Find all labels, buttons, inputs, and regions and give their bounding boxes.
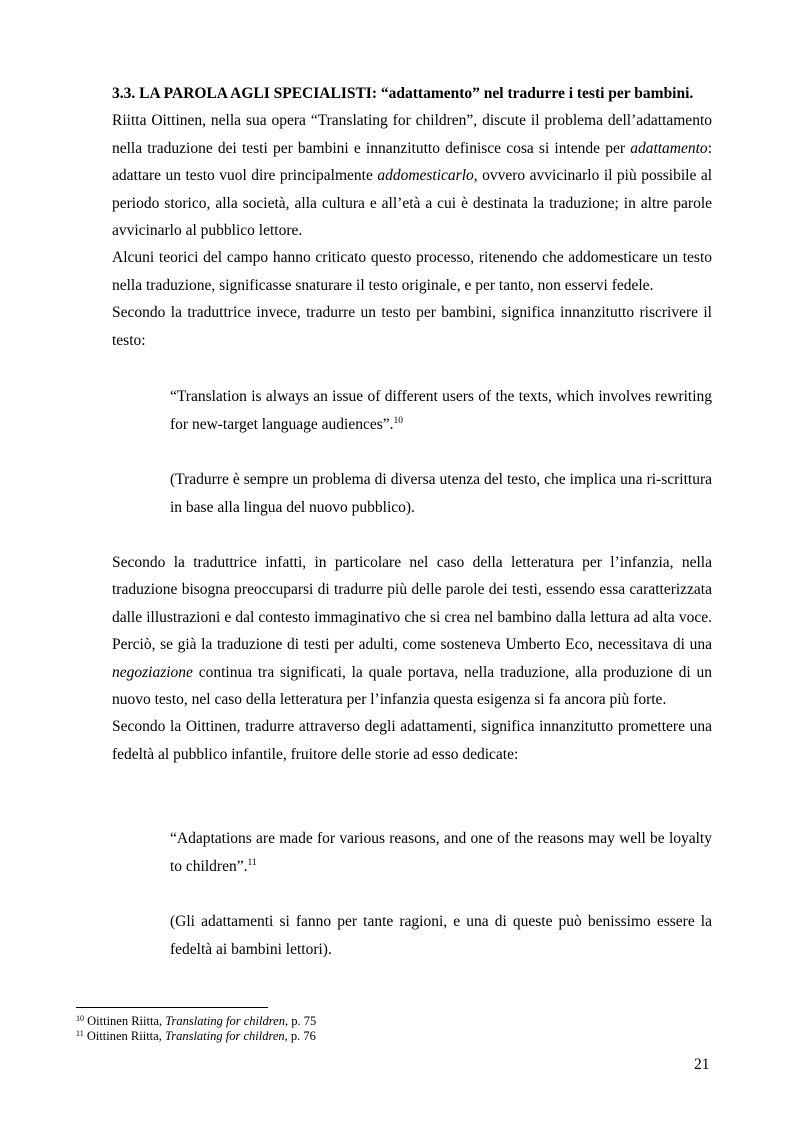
block-quote-1-translation: (Tradurre è sempre un problema di diversa utenza del testo, che implica una ri-scrittura in base alla lingua del nuovo pubblico). <box>170 471 712 516</box>
term-addomesticarlo: addomesticarlo <box>377 167 474 185</box>
footnote-ref-10[interactable]: 10 <box>393 416 403 426</box>
block-quote-2-translation: (Gli adattamenti si fanno per tante ragioni, e una di queste può benissimo essere la fedeltà ai bambini lettori). <box>170 913 712 958</box>
block-quote-1: “Translation is always an issue of different users of the texts, which involves rewriting for new-target language audiences”.$^{10}$ <box>170 388 712 433</box>
footnote-11: $^{11}$ Oittinen Riitta, Translating for children, p. 76 <box>76 1028 316 1043</box>
paragraph-3: Secondo la traduttrice invece, tradurre un testo per bambini, significa innanzitutto riscrivere il testo: <box>112 304 712 349</box>
body-middle <box>112 549 712 768</box>
paragraph-1: Riitta Oittinen, nella sua opera “Translating for children”, discute il problema dell’adattamento nella traduzione dei testi per bambini e innanzitutto definisce cosa si intende per adattamento: adattare un testo vuol dire principalmente addomesticarlo, ovvero avvicinarlo il più possibile al periodo storico, alla società, alla cultura e all’età a cui è destinata la traduzione; in altre parole avvicinarlo al pubblico lettore. <box>112 112 713 240</box>
footnote-divider <box>76 1007 268 1008</box>
section-heading: 3.3. LA PAROLA AGLI SPECIALISTI: “adattamento” nel tradurre i testi per bambini. <box>112 85 694 102</box>
term-negoziazione: negoziazione <box>112 663 193 681</box>
page-number: 21 <box>694 1056 710 1073</box>
footnotes <box>76 1014 316 1043</box>
paragraph-2: Alcuni teorici del campo hanno criticato questo processo, ritenendo che addomesticare un testo nella traduzione, significasse snaturare il testo originale, e per tanto, non esservi fedele. <box>112 249 712 294</box>
block-quote-2: “Adaptations are made for various reasons, and one of the reasons may well be loyalty to children”.$^{11}$ <box>170 830 712 875</box>
term-adattamento: adattamento <box>630 139 708 157</box>
footnote-ref-11[interactable]: 11 <box>247 858 257 868</box>
footnote-10: $^{10}$ Oittinen Riitta, Translating for children, p. 75 <box>76 1014 317 1028</box>
paragraph-5: Secondo la Oittinen, tradurre attraverso degli adattamenti, significa innanzitutto promettere una fedeltà al pubblico infantile, fruitore delle storie ad esso dedicate: <box>112 718 712 763</box>
paragraph-4: Secondo la traduttrice infatti, in particolare nel caso della letteratura per l’infanzia, nella traduzione bisogna preoccuparsi di tradurre più delle parole dei testi, essendo essa caratterizzata dalle illustrazioni e dal contesto immaginativo che si crea nel bambino dalla lettura ad alta voce. Perciò, se già la traduzione di testi per adulti, come sosteneva Umberto Eco, necessitava di una negoziazione continua tra significati, la quale portava, nella traduzione, alla produzione di un nuovo testo, nel caso della letteratura per l’infanzia questa esigenza si fa ancora più forte. <box>112 554 712 709</box>
body-top <box>112 80 712 354</box>
